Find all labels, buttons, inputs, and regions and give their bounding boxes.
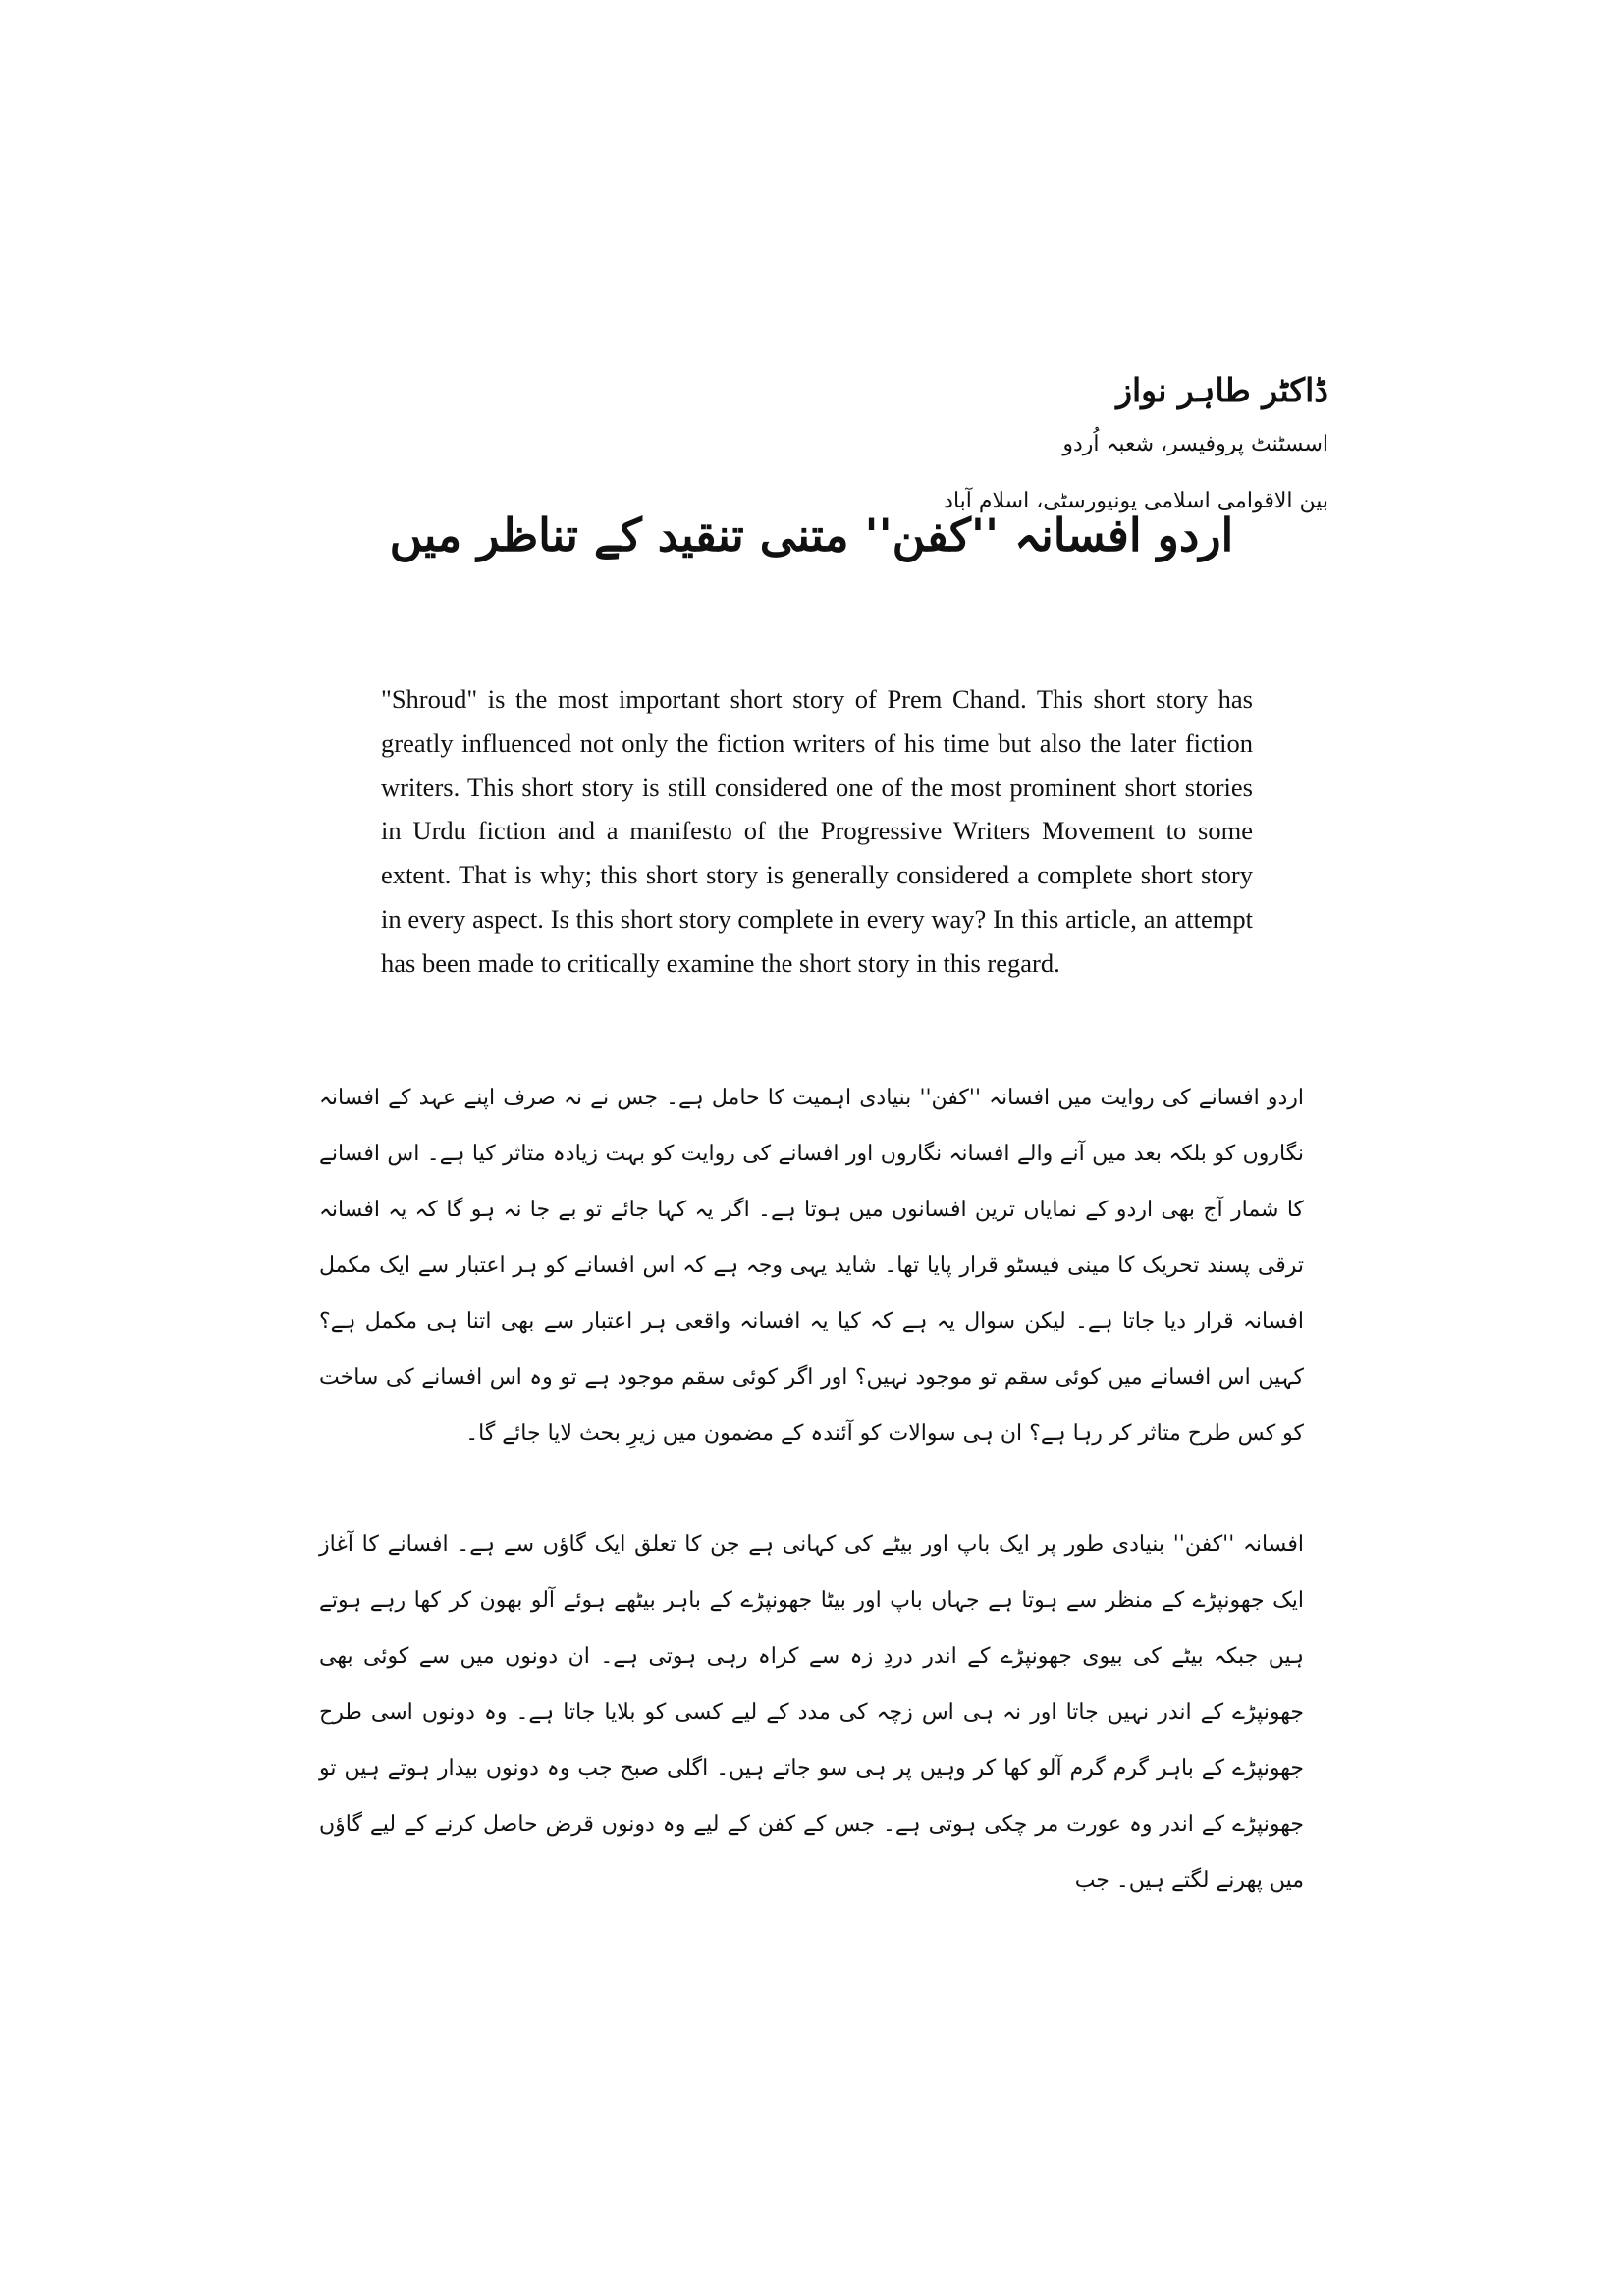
- author-institution: بین الاقوامی اسلامی یونیورسٹی، اسلام آباد: [944, 489, 1328, 513]
- body-paragraph-1: اردو افسانے کی روایت میں افسانہ ''کفن'' بنیادی اہمیت کا حامل ہے۔ جس نے نہ صرف اپنے عہد کے افسانہ نگاروں کو بلکہ بعد میں آنے والے افسانہ نگاروں اور افسانے کی روایت کو بہت زیادہ متاثر کیا ہے۔ اس افسانے کا شمار آج بھی اردو کے نمایاں ترین افسانوں میں ہوتا ہے۔ اگر یہ کہا جائے تو بے جا نہ ہو گا کہ یہ افسانہ ترقی پسند تحریک کا مینی فیسٹو قرار پایا تھا۔ شاید یہی وجہ ہے کہ اس افسانے کو ہر اعتبار سے ایک مکمل افسانہ قرار دیا جاتا ہے۔ لیکن سوال یہ ہے کہ کیا یہ افسانہ واقعی ہر اعتبار سے بھی اتنا ہی مکمل ہے؟ کہیں اس افسانے میں کوئی سقم تو موجود نہیں؟ اور اگر کوئی سقم موجود ہے تو وہ اس افسانے کی ساخت کو کس طرح متاثر کر رہا ہے؟ ان ہی سوالات کو آئندہ کے مضمون میں زیرِ بحث لایا جائے گا۔: [319, 1086, 1304, 1446]
- abstract: "Shroud" is the most important short story of Prem Chand. This short story has greatly influenced not only the fiction writers of his time but also the later fiction writers. This short story is still considered one of the most prominent short stories in Urdu fiction and a manifesto of the Progressive Writers Movement to some extent. That is why; this short story is generally considered a complete short story in every aspect. Is this short story complete in every way? In this article, an attempt has been made to critically examine the short story in this regard.: [381, 684, 1253, 978]
- author-designation: اسسٹنٹ پروفیسر، شعبہ اُردو: [1062, 432, 1328, 456]
- article-title: اردو افسانہ ''کفن'' متنی تنقید کے تناظر میں: [389, 508, 1234, 561]
- body-paragraph-2: افسانہ ''کفن'' بنیادی طور پر ایک باپ اور بیٹے کی کہانی ہے جن کا تعلق ایک گاؤں سے ہے۔ افسانے کا آغاز ایک جھونپڑے کے منظر سے ہوتا ہے جہاں باپ اور بیٹا جھونپڑے کے باہر بیٹھے ہوئے آلو بھون کر کھا رہے ہوتے ہیں جبکہ بیٹے کی بیوی جھونپڑے کے اندر دردِ زہ سے کراہ رہی ہوتی ہے۔ ان دونوں میں سے کوئی بھی جھونپڑے کے اندر نہیں جاتا اور نہ ہی اس زچہ کی مدد کے لیے کسی کو بلایا جاتا ہے۔ وہ دونوں اسی طرح جھونپڑے کے باہر گرم گرم آلو کھا کر وہیں پر ہی سو جاتے ہیں۔ اگلی صبح جب وہ دونوں بیدار ہوتے ہیں تو جھونپڑے کے اندر وہ عورت مر چکی ہوتی ہے۔ جس کے کفن کے لیے وہ دونوں قرض حاصل کرنے کے لیے گاؤں میں پھرنے لگتے ہیں۔ جب: [319, 1532, 1304, 1893]
- author-name: ڈاکٹر طاہر نواز: [1116, 371, 1328, 409]
